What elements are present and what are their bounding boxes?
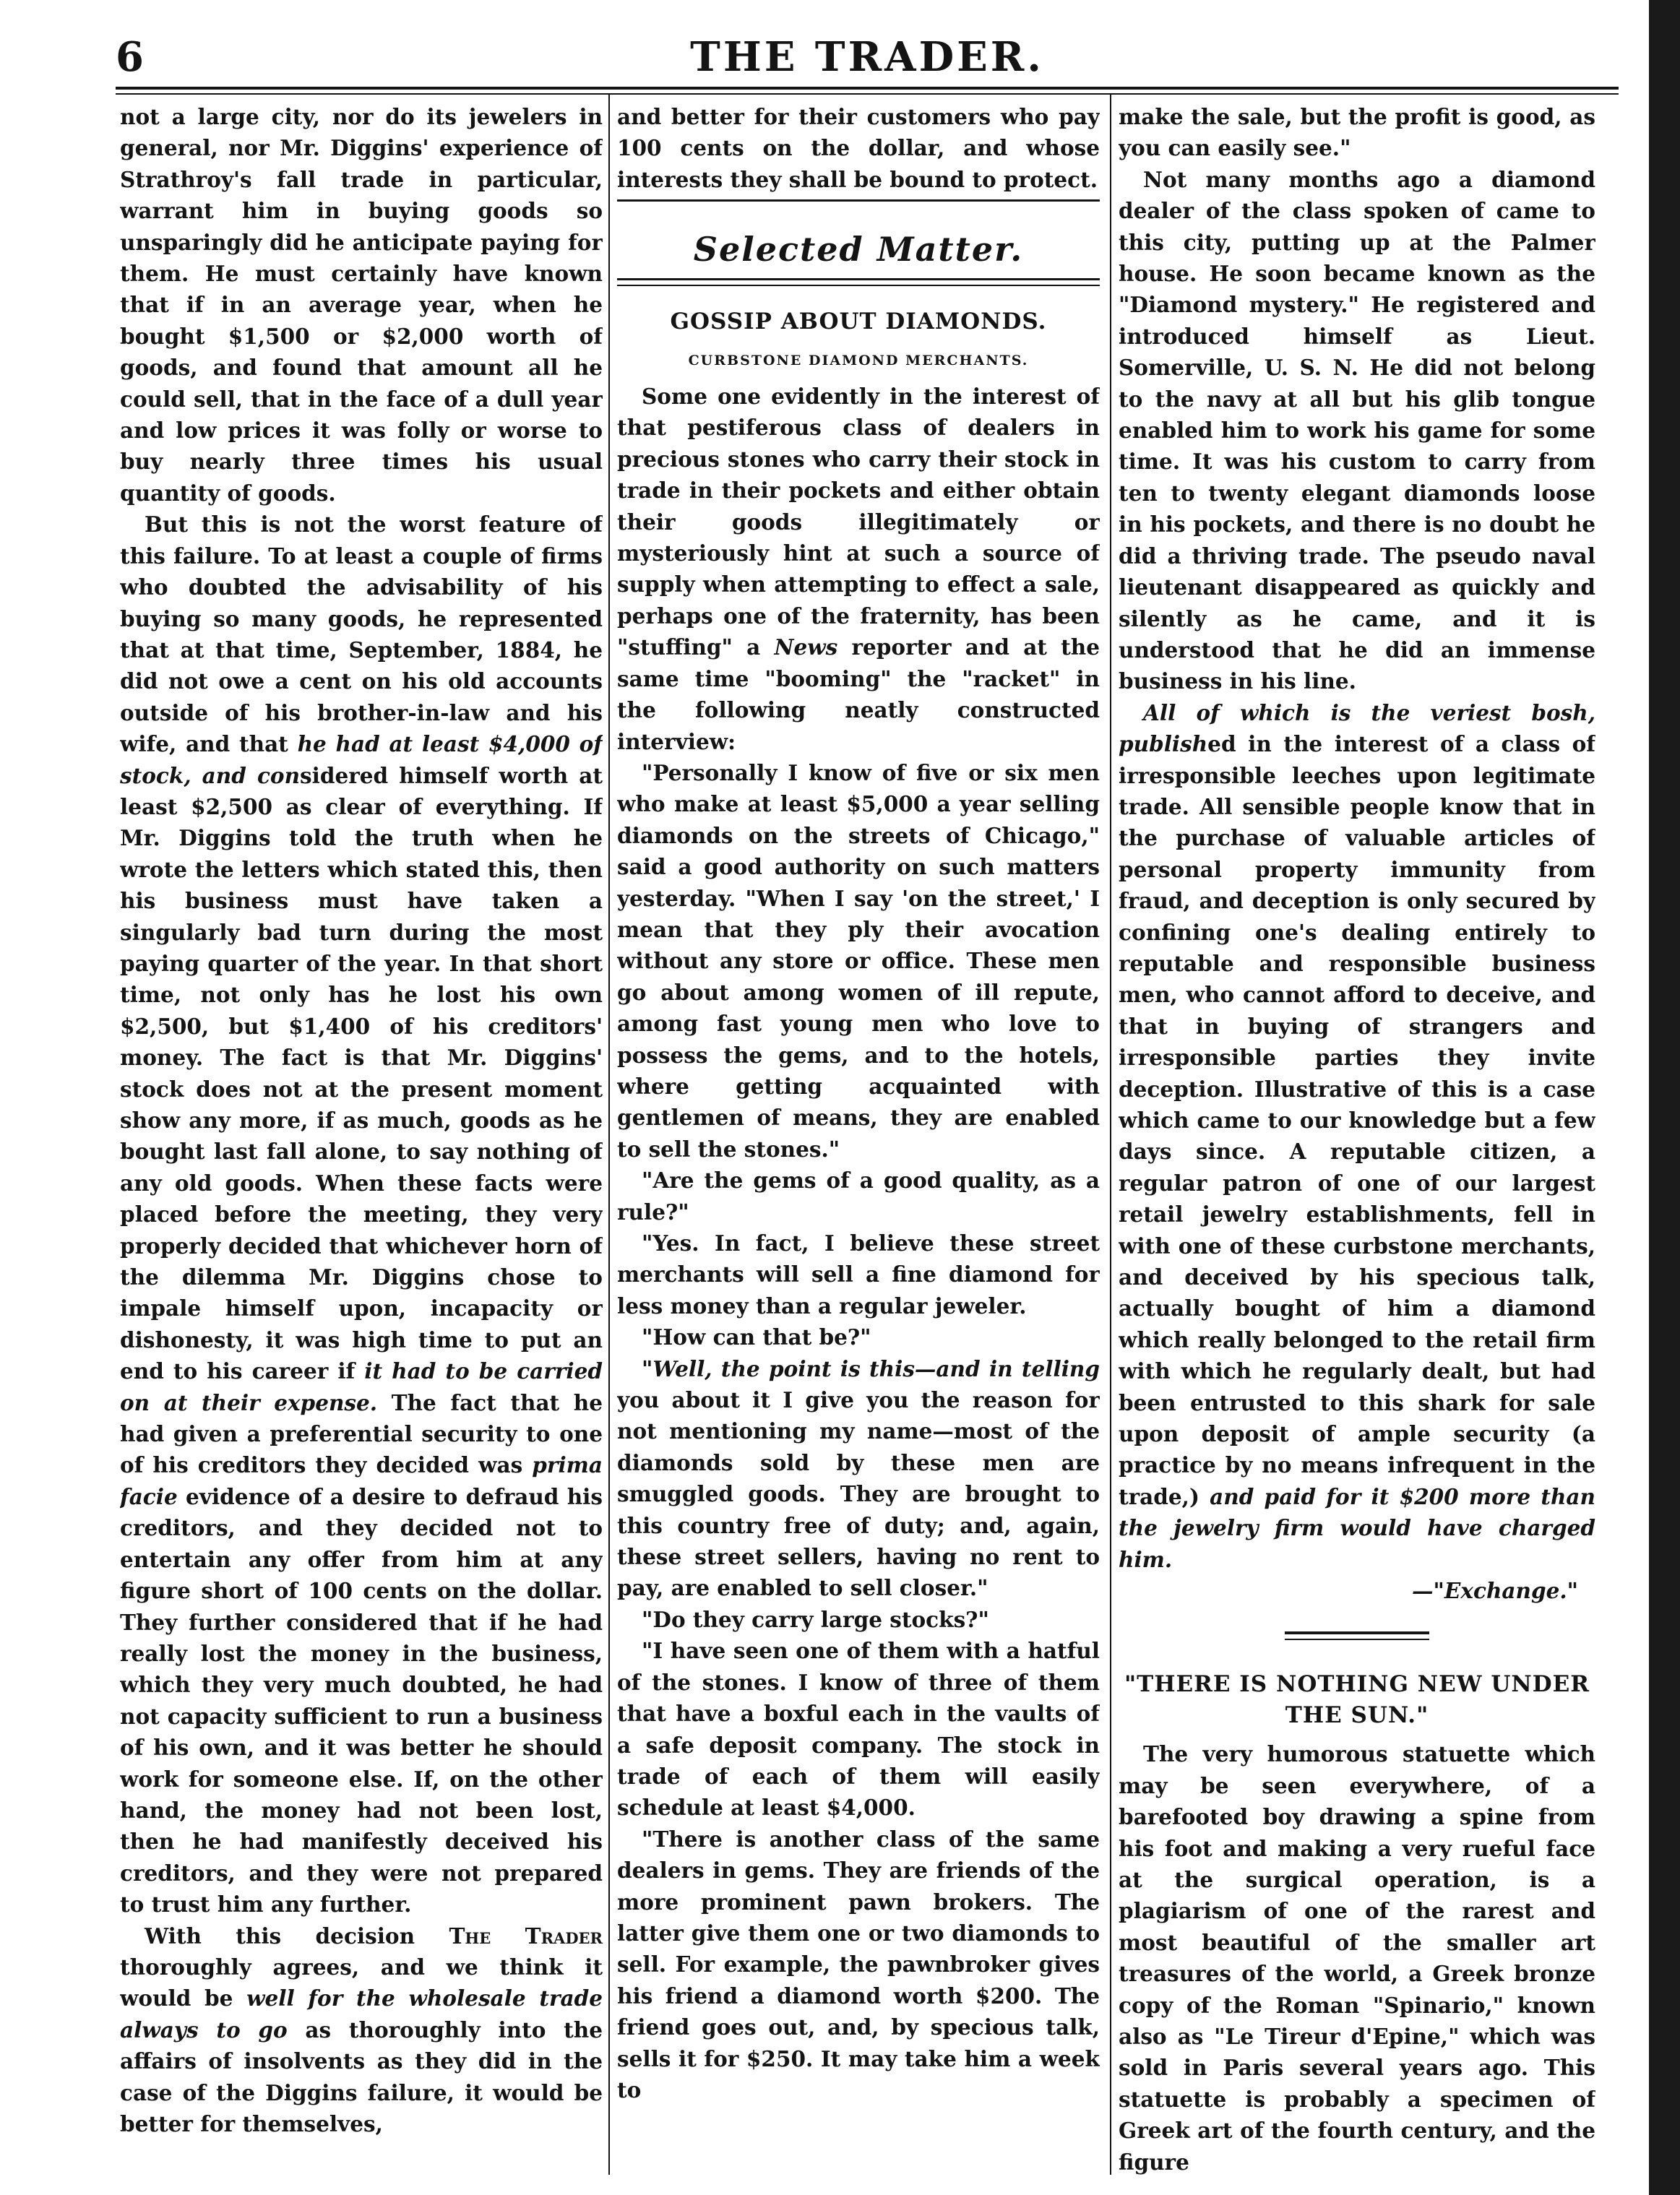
paragraph: and better for their customers who pay 100 cents on the dollar, and whose interests they shall be bound to protect. bbox=[617, 104, 1100, 192]
paragraph: make the sale, but the profit is good, as you can easily see." bbox=[1119, 104, 1595, 161]
text-run: sidered himself worth at least $2,500 as clear of everything. If Mr. Diggins told the truth when he wrote the letters which stated this, then his business must have taken a singularly bad turn during the most paying quarter of the year. In that short time, not only has he lost his own $2,500, but $1,400 of his creditors' money. The fact is that Mr. Diggins' stock does not at the present moment show any more, if as much, goods as he bought last fall alone, to say nothing of any old goods. When these facts were placed before the meeting, they very properly decided that whichever horn of the dilemma Mr. Diggins chose to impale himself upon, incapacity or dishonesty, it was high time to put an end to his career if bbox=[120, 762, 603, 1384]
text-run: as thoroughly into the affairs of insolvents as they did in the case of the Diggins failure, it would be better for themselves, bbox=[120, 2017, 603, 2136]
text-run: thoroughly agrees, and we think it would be bbox=[120, 1954, 603, 2011]
paragraph: "Do they carry large stocks?" bbox=[642, 1606, 989, 1632]
paragraph bbox=[617, 381, 1100, 757]
paragraph: "I have seen one of them with a hatful of the stones. I know of three of them that have a boxful each in the vaults of a safe deposit company. The stock in trade of each of them will easily schedule at least $4,000. bbox=[617, 1638, 1100, 1821]
paragraph bbox=[120, 509, 603, 1920]
column-1 bbox=[120, 101, 603, 2182]
section-heading: Selected Matter. bbox=[693, 230, 1024, 269]
paragraph bbox=[120, 1920, 603, 2140]
italic-run: All of which is the veriest bosh, publish bbox=[1119, 699, 1595, 757]
header-rule-thin bbox=[116, 93, 1619, 95]
article-title: "THERE IS NOTHING NEW UNDER THE SUN." bbox=[1124, 1670, 1590, 1728]
paragraph: "Personally I know of five or six men who make at least $5,000 a year selling diamonds on the streets of Chicago," said a good authority on such matters yesterday. "When I say 'on the street,' I mean that they ply their avocation without any store or office. These men go about among women of ill repute, among fast young men who love to possess the gems, and to the hotels, where getting acquainted with gentlemen of means, they are enabled to sell the stones." bbox=[617, 759, 1100, 1162]
text-run: But this is not the worst feature of this failure. To at least a couple of firms who doubted the advisability of his buying so many goods, he represented that at that time, September, 1884, he did not owe a cent on his old accounts outside of his brother-in-law and his wife, and that bbox=[120, 512, 603, 757]
paragraph: "Yes. In fact, I believe these street merchants will sell a fine diamond for less money than a regular jeweler. bbox=[617, 1230, 1100, 1319]
paragraph: "Are the gems of a good quality, as a rule?" bbox=[617, 1168, 1100, 1225]
paragraph: not a large city, nor do its jewelers in general, nor Mr. Diggins' experience of Strathroy's fall trade in particular, warrant him in buying goods so unsparingly did he anticipate paying for them. He must certainly have known that if in an average year, when he bought $1,500 or $2,000 worth of goods, and found that amount all he could sell, that in the face of a dull year and low prices it was folly or worse to buy nearly three times his usual quantity of goods. bbox=[120, 104, 603, 506]
paragraph bbox=[1119, 697, 1595, 1575]
column-divider bbox=[608, 94, 610, 2175]
article-title: GOSSIP ABOUT DIAMONDS. bbox=[670, 309, 1047, 335]
italic-run: he had at least $4,000 of stock, and con bbox=[120, 731, 603, 788]
newspaper-title: THE TRADER. bbox=[690, 33, 1044, 81]
column-3 bbox=[1119, 101, 1595, 2182]
italic-run: well for the wholesale trade always to go bbox=[120, 1985, 603, 2043]
page-number: 6 bbox=[116, 33, 144, 81]
scan-edge bbox=[1649, 0, 1680, 2195]
article-divider bbox=[1285, 1631, 1429, 1634]
italic-run: News bbox=[774, 634, 838, 660]
italic-run: "Well, the point is this—and in telling bbox=[642, 1355, 1100, 1381]
article-divider-thin bbox=[1285, 1639, 1429, 1640]
column-divider bbox=[1110, 94, 1111, 2175]
article-subtitle: CURBSTONE DIAMOND MERCHANTS. bbox=[688, 352, 1029, 368]
text-run: The fact that he had given a preferential security to one of his creditors they decided was bbox=[120, 1389, 603, 1478]
text-run: evidence of a desire to defraud his creditors, and they decided not to entertain any offer from him at any figure short of 100 cents on the dollar. They further considered that if he had really lost the money in the business, which they very much doubted, he had not capacity sufficient to run a business of his own, and it was better he should work for someone else. If, on the other hand, the money had not been lost, then he had manifestly deceived his creditors, and they were not prepared to trust him any further. bbox=[120, 1483, 603, 1918]
text-run: Some one evidently in the interest of that pestiferous class of dealers in precious stones who carry their stock in trade in their pockets and either obtain their goods illegitimately or mysteriously hint at such a source of supply when attempting to effect a sale, perhaps one of the fraternity, has been "stuffing" a bbox=[617, 384, 1100, 660]
section-rule-thin bbox=[617, 285, 1100, 286]
text-run: reporter and at the same time "booming" the "racket" in the following neatly constructed interview: bbox=[617, 634, 1100, 754]
paragraph: "How can that be?" bbox=[642, 1324, 871, 1350]
italic-run: prima facie bbox=[120, 1452, 603, 1509]
page-header bbox=[116, 33, 1619, 84]
italic-run: it had to be carried on at their expense. bbox=[120, 1358, 603, 1415]
column-2 bbox=[617, 101, 1100, 2182]
small-caps-run: The Trader bbox=[449, 1923, 603, 1949]
header-rule bbox=[116, 87, 1619, 90]
text-run: you about it I give you the reason for not mentioning my name—most of the diamonds sold by these men are smuggled goods. They are brought to this country free of duty; and, again, these street sellers, having no rent to pay, are enabled to sell closer." bbox=[617, 1387, 1100, 1601]
paragraph bbox=[617, 1353, 1100, 1604]
paragraph: "There is another class of the same dealers in gems. They are friends of the more prominent pawn brokers. The latter give them one or two diamonds to sell. For example, the pawnbroker gives his friend a diamond worth $200. The friend goes out, and, by specious talk, sells it for $250. It may take him a week to bbox=[617, 1826, 1100, 2103]
section-rule bbox=[617, 199, 1100, 202]
paragraph: Not many months ago a diamond dealer of the class spoken of came to this city, putting up at the Palmer house. He soon became known as the "Diamond mystery." He registered and introduced himself as Lieut. Somerville, U. S. N. He did not belong to the navy at all but his glib tongue enabled him to work his game for some time. It was his custom to carry from ten to twenty elegant diamonds loose in his pockets, and there is no doubt he did a thriving trade. The pseudo naval lieutenant disappeared as quickly and silently as he came, and it is understood that he did an immense business in his line. bbox=[1119, 166, 1595, 694]
section-rule bbox=[617, 278, 1100, 280]
paragraph: The very humorous statuette which may be seen everywhere, of a barefooted boy drawing a spine from his foot and making a very rueful face at the surgical operation, is a plagiarism of one of the rarest and most beautiful of the smaller art treasures of the world, a Greek bronze copy of the Roman "Spinario," known also as "Le Tireur d'Epine," which was sold in Paris several years ago. This statuette is probably a specimen of Greek art of the fourth century, and the figure bbox=[1119, 1741, 1595, 2175]
italic-run: and paid for it $200 more than the jewelry firm would have charged him. bbox=[1119, 1483, 1595, 1572]
source-credit: —"Exchange." bbox=[1412, 1578, 1578, 1604]
text-run: With this decision bbox=[145, 1923, 449, 1949]
text-run: ed in the interest of a class of irresponsible leeches upon legitimate trade. All sensible people know that in the purchase of valuable articles of personal property immunity from fraud, and deception is only secured by confining one's dealing entirely to reputable and responsible business men, who cannot afford to deceive, and that in buying of strangers and irresponsible parties they invite deception. Illustrative of this is a case which came to our knowledge but a few days since. A reputable citizen, a regular patron of one of our largest retail jewelry establishments, fell in with one of these curbstone merchants, and deceived by his specious talk, actually bought of him a diamond which really belonged to the retail firm with which he regularly dealt, but had been entrusted to this shark for sale upon deposit of ample security (a practice by no means infrequent in the trade,) bbox=[1119, 731, 1595, 1509]
